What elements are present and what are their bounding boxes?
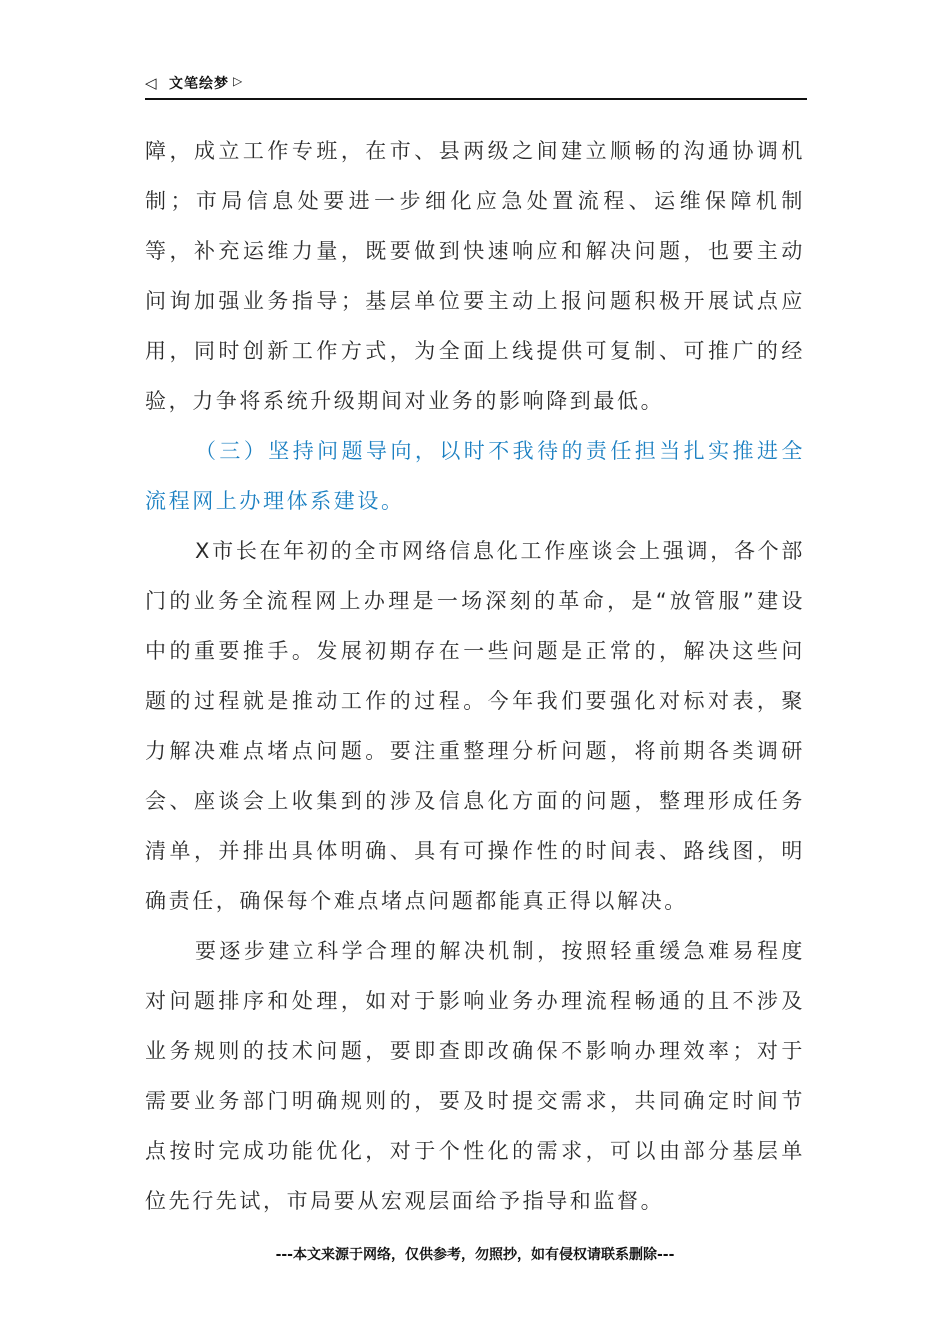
paragraph-mechanism: 要逐步建立科学合理的解决机制，按照轻重缓急难易程度对问题排序和处理，如对于影响业务办理流程畅通的且不涉及业务规则的技术问题，要即查即改确保不影响办理效率；对于需要业务部门明确规则的，要及时提交需求，共同确定时间节点按时完成功能优化，对于个性化的需求，可以由部分基层单位先行先试，市局要从宏观层面给予指导和监督。: [145, 939, 805, 1213]
triangle-left-icon: ◁: [145, 74, 157, 92]
document-body: [145, 126, 805, 1226]
paragraph-continued: 障，成立工作专班，在市、县两级之间建立顺畅的沟通协调机制；市局信息处要进一步细化应急处置流程、运维保障机制等，补充运维力量，既要做到快速响应和解决问题，也要主动问询加强业务指导；基层单位要主动上报问题积极开展试点应用，同时创新工作方式，为全面上线提供可复制、可推广的经验，力争将系统升级期间对业务的影响降到最低。: [145, 139, 805, 413]
paragraph-mayor-remarks: X市长在年初的全市网络信息化工作座谈会上强调，各个部门的业务全流程网上办理是一场深刻的革命，是“放管服”建设中的重要推手。发展初期存在一些问题是正常的，解决这些问题的过程就是推动工作的过程。今年我们要强化对标对表，聚力解决难点堵点问题。要注重整理分析问题，将前期各类调研会、座谈会上收集到的涉及信息化方面的问题，整理形成任务清单，并排出具体明确、具有可操作性的时间表、路线图，明确责任，确保每个难点堵点问题都能真正得以解决。: [145, 539, 805, 913]
page-header: [145, 72, 807, 100]
section-heading: （三）坚持问题导向，以时不我待的责任担当扎实推进全流程网上办理体系建设。: [145, 439, 805, 513]
triangle-right-icon: ▷: [233, 74, 243, 88]
footer-disclaimer: ---本文来源于网络，仅供参考，勿照抄，如有侵权请联系删除---: [275, 1247, 675, 1263]
header-title: 文笔绘梦: [169, 76, 229, 92]
